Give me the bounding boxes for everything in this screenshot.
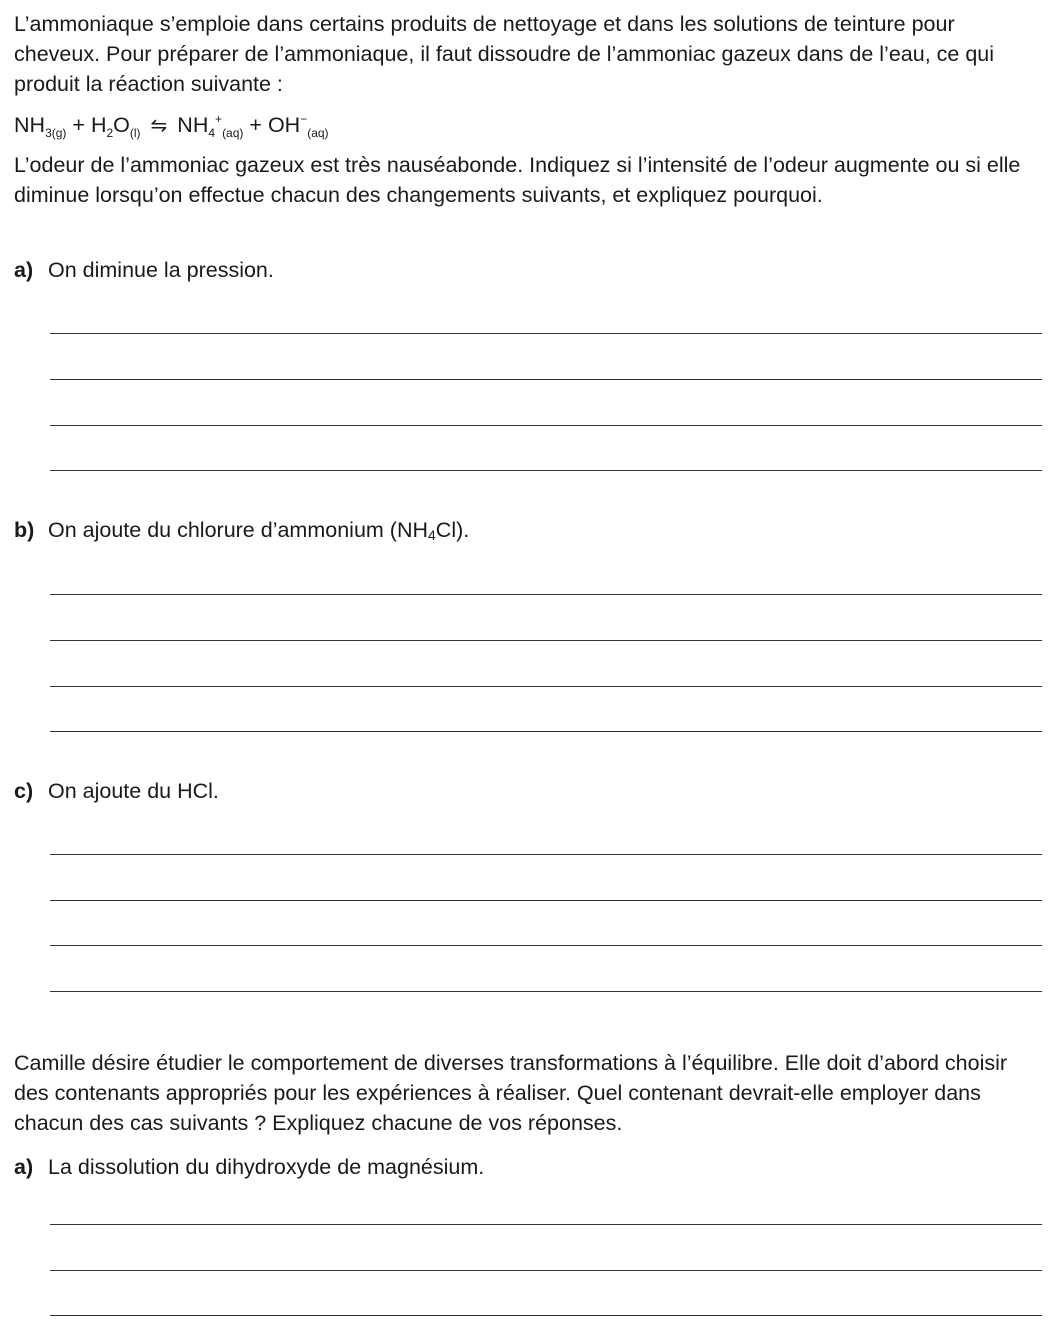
question-text: On ajoute du HCl.	[48, 779, 219, 803]
question-text: La dissolution du dihydroxyde de magnésium.	[48, 1155, 485, 1179]
question-letter: a)	[14, 258, 34, 282]
answer-line[interactable]	[50, 686, 1042, 687]
question-text: On diminue la pression.	[48, 258, 274, 282]
answer-line[interactable]	[50, 854, 1042, 855]
camille-paragraph: Camille désire étudier le comportement de diverses transformations à l’équilibre. Elle doit d’abord choisir des contenants appropriés pour les expériences à réaliser. Quel contenant devrait-elle employer dans chacun des cas suivants ? Expliquez chacune de vos réponses.	[14, 1051, 1008, 1135]
question-text: On ajoute du chlorure d’ammonium (NH	[48, 518, 428, 542]
equilibrium-arrow-icon: ⇋	[150, 115, 168, 137]
answer-line[interactable]	[50, 1224, 1042, 1225]
question-c	[14, 776, 219, 806]
answer-line[interactable]	[50, 1315, 1042, 1316]
answer-line[interactable]	[50, 1270, 1042, 1271]
answer-line[interactable]	[50, 991, 1042, 992]
odor-question: L’odeur de l’ammoniac gazeux est très nauséabonde. Indiquez si l’intensité de l’odeur augmente ou si elle diminue lorsqu’on effectue chacun des changements suivants, et expliquez pourquoi.	[14, 153, 1021, 207]
question-a	[14, 255, 274, 285]
answer-line[interactable]	[50, 594, 1042, 595]
answer-line[interactable]	[50, 425, 1042, 426]
answer-line[interactable]	[50, 731, 1042, 732]
chemical-equation: $NH_{3(g)} + H_2O_{(l)}$ ⇋ $NH_4^+_{(aq)} + OH^-_{(aq)}$	[14, 112, 329, 140]
question-letter: a)	[14, 1155, 34, 1179]
intro-paragraph: L’ammoniaque s’emploie dans certains produits de nettoyage et dans les solutions de teinture pour cheveux. Pour préparer de l’ammoniaque, il faut dissoudre de l’ammoniac gazeux dans de l’eau, ce qui produit la réaction suivante :	[14, 12, 995, 96]
answer-line[interactable]	[50, 333, 1042, 334]
answer-line[interactable]	[50, 470, 1042, 471]
answer-line[interactable]	[50, 945, 1042, 946]
answer-line[interactable]	[50, 900, 1042, 901]
question-b: b) On ajoute du chlorure d’ammonium $(NH_4Cl)$.	[14, 515, 469, 550]
answer-line[interactable]	[50, 379, 1042, 380]
answer-line[interactable]	[50, 640, 1042, 641]
question-letter: c)	[14, 779, 34, 803]
question-letter: b)	[14, 518, 35, 542]
question-2a	[14, 1152, 484, 1182]
